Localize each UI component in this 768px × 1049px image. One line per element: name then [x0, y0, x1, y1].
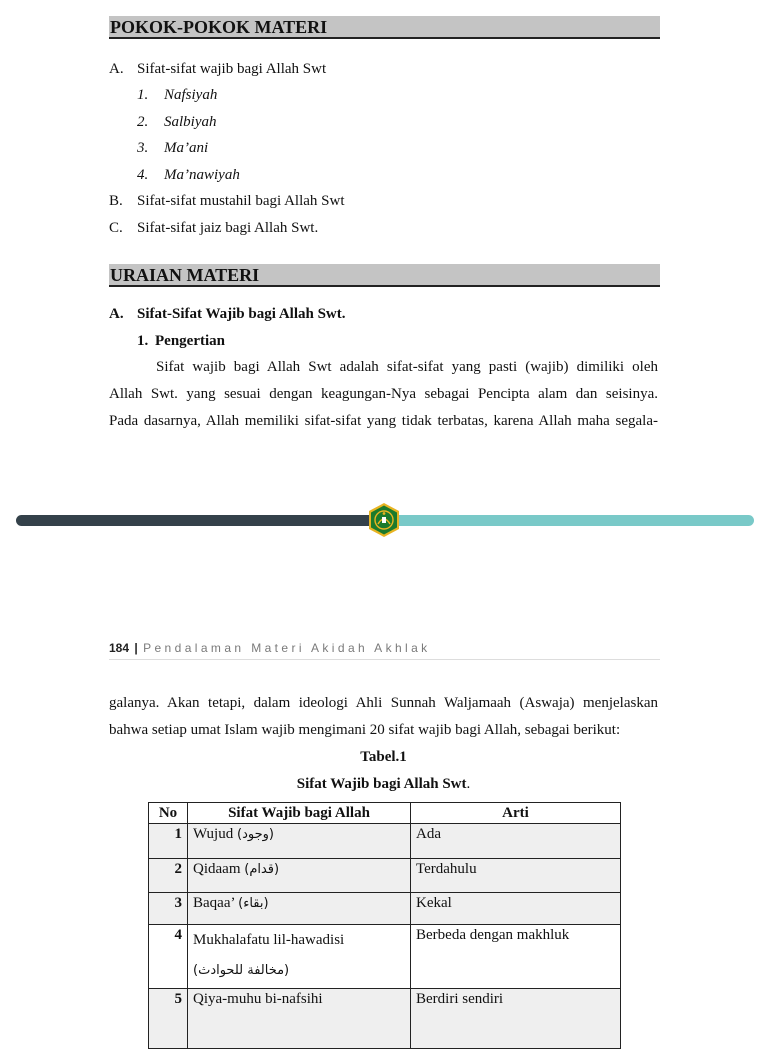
- sifat-arabic: (مخالفة للحوادث): [193, 963, 290, 978]
- paragraph-line: Sifat wajib bagi Allah Swt adalah sifat-sifat yang pasti (wajib) dimiliki oleh: [156, 359, 658, 375]
- list-marker: A.: [109, 61, 124, 77]
- list-item: Sifat-sifat wajib bagi Allah Swt: [137, 61, 327, 77]
- page-divider-right: [380, 515, 754, 526]
- table-row: [149, 893, 621, 925]
- table-caption-text: Sifat Wajib bagi Allah Swt: [296, 776, 467, 792]
- list-marker: B.: [109, 193, 123, 209]
- sifat-name: Qiya-muhu bi-nafsihi: [193, 991, 323, 1007]
- table-row: [149, 824, 621, 859]
- row-number: 4: [149, 925, 188, 989]
- arti-cell: Terdahulu: [411, 859, 621, 893]
- sifat-name: Baqaa’: [193, 895, 235, 911]
- sifat-cell: [188, 989, 411, 1049]
- arti-cell: Berbeda dengan makhluk: [411, 925, 621, 989]
- sub-list-item: Salbiyah: [164, 114, 217, 130]
- page-footer: [109, 640, 660, 660]
- table-header-row: [149, 803, 621, 824]
- sifat-cell: [188, 859, 411, 893]
- list-item: Sifat-sifat jaiz bagi Allah Swt.: [137, 220, 319, 236]
- sub-list-number: 4.: [137, 167, 149, 183]
- section-header-pokok: [109, 16, 660, 39]
- sub-list-number: 2.: [137, 114, 149, 130]
- sub-list-number: 1.: [137, 87, 149, 103]
- arti-cell: Berdiri sendiri: [411, 989, 621, 1049]
- column-header: Arti: [411, 803, 621, 824]
- sifat-cell: [188, 824, 411, 859]
- book-title: Pendalaman Materi Akidah Akhlak: [143, 641, 431, 655]
- sifat-arabic: (قدام): [244, 862, 280, 877]
- column-header: Sifat Wajib bagi Allah: [188, 803, 411, 824]
- paragraph: [109, 354, 658, 435]
- arti-cell: Kekal: [411, 893, 621, 925]
- heading-marker: A.: [109, 306, 124, 322]
- sifat-arabic: (وجود): [236, 827, 274, 842]
- arti-cell: Ada: [411, 824, 621, 859]
- sub-list-item: Ma’nawiyah: [164, 167, 240, 183]
- sub-list-item: Ma’ani: [164, 140, 209, 156]
- row-number: 3: [149, 893, 188, 925]
- row-number: 2: [149, 859, 188, 893]
- subheading: Sifat-Sifat Wajib bagi Allah Swt.: [137, 306, 346, 322]
- section-title: URAIAN MATERI: [110, 265, 260, 285]
- table-row: [149, 859, 621, 893]
- sifat-cell: [188, 925, 411, 989]
- table-row: [149, 925, 621, 989]
- paragraph-line: bahwa setiap umat Islam wajib mengimani 20 sifat wajib bagi Allah, sebagai berikut:: [109, 722, 621, 738]
- paragraph-line: Pada dasarnya, Allah memiliki sifat-sifat yang tidak terbatas, karena Allah maha segala-: [109, 413, 658, 429]
- subheading-number: 1.: [137, 333, 149, 349]
- paragraph: [109, 690, 658, 744]
- row-number: 5: [149, 989, 188, 1049]
- subheading: Pengertian: [155, 333, 225, 349]
- table-row: [149, 989, 621, 1049]
- kemenag-emblem-icon: [366, 502, 402, 538]
- sub-list-item: Nafsiyah: [164, 87, 218, 103]
- paragraph-line: galanya. Akan tetapi, dalam ideologi Ahli Sunnah Waljamaah (Aswaja) menjelaskan: [109, 695, 658, 711]
- table-caption-period: .: [466, 776, 471, 792]
- footer-separator: |: [134, 641, 138, 655]
- paragraph-line: Allah Swt. yang sesuai dengan keagungan-Nya sebagai Pencipta alam dan seisinya.: [109, 386, 658, 402]
- sifat-arabic: (بقاء): [238, 896, 269, 911]
- page-number: 184: [109, 641, 130, 655]
- section-header-uraian: [109, 264, 660, 287]
- sifat-name: Wujud: [193, 826, 234, 842]
- row-number: 1: [149, 824, 188, 859]
- list-item: Sifat-sifat mustahil bagi Allah Swt: [137, 193, 345, 209]
- list-marker: C.: [109, 220, 123, 236]
- sub-list-number: 3.: [137, 140, 149, 156]
- sifat-cell: [188, 893, 411, 925]
- section-title: POKOK-POKOK MATERI: [110, 17, 328, 37]
- table-caption: [109, 775, 658, 793]
- table-label: Tabel.1: [360, 749, 407, 765]
- column-header: No: [149, 803, 188, 824]
- sifat-wajib-table: [148, 802, 621, 1049]
- sifat-name: Qidaam: [193, 861, 241, 877]
- page-divider-left: [16, 515, 388, 526]
- sifat-name: Mukhalafatu lil-hawadisi: [193, 932, 345, 948]
